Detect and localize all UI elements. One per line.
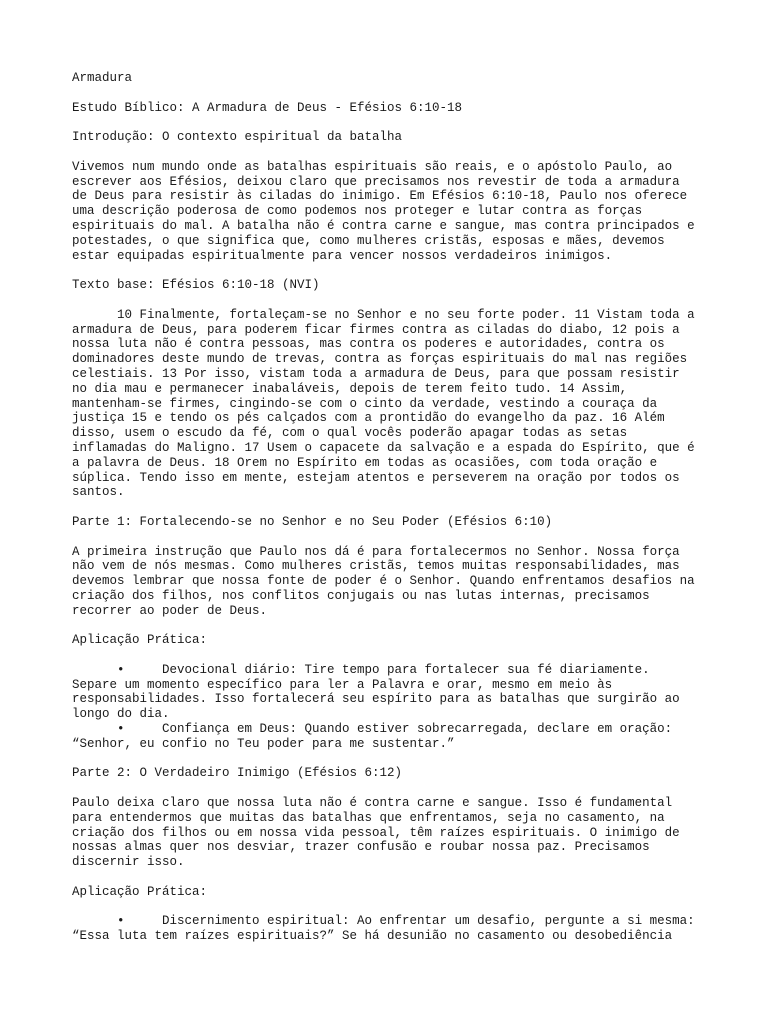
text-line: responsabilidades. Isso fortalecerá seu espírito para as batalhas que surgirão ao [72, 692, 680, 707]
text-line: A primeira instrução que Paulo nos dá é para fortalecermos no Senhor. Nossa força [72, 544, 680, 559]
text-line: Separe um momento específico para ler a Palavra e orar, mesmo em meio às [72, 677, 613, 692]
text-line: nossas almas quer nos desviar, trazer confusão e roubar nossa paz. Precisamos [72, 840, 650, 855]
text-line: não vem de nós mesmas. Como mulheres cristãs, temos muitas responsabilidades, mas [72, 559, 680, 574]
text-line: devemos lembrar que nossa fonte de poder é o Senhor. Quando enfrentamos desafios na [72, 574, 695, 589]
text-line: no dia mau e permanecer inabaláveis, depois de terem feito tudo. 14 Assim, [72, 381, 628, 396]
text-line: “Essa luta tem raízes espirituais?” Se há desunião no casamento ou desobediência [72, 929, 673, 944]
text-line: estar equipadas espiritualmente para vencer nossos verdadeiros inimigos. [72, 248, 613, 263]
text-line: para entendermos que muitas das batalhas que enfrentamos, seja no casamento, na [72, 810, 665, 825]
text-line: dominadores deste mundo de trevas, contra as forças espirituais do mal nas regiões [72, 352, 688, 367]
text-line: 10 Finalmente, fortaleçam-se no Senhor e no seu forte poder. 11 Vistam toda a [72, 307, 695, 322]
base-text-heading: Texto base: Efésios 6:10-18 (NVI) [72, 278, 320, 293]
text-line: Vivemos num mundo onde as batalhas espirituais são reais, e o apóstolo Paulo, ao [72, 159, 673, 174]
text-line: potestades, o que significa que, como mulheres cristãs, esposas e mães, devemos [72, 233, 665, 248]
text-line: • Discernimento espiritual: Ao enfrentar um desafio, pergunte a si mesma: [72, 914, 695, 929]
part2-paragraph [72, 796, 702, 870]
text-line: criação dos filhos, nos conflitos conjugais ou nas lutas internas, precisamos [72, 588, 650, 603]
text-line: • Devocional diário: Tire tempo para fortalecer sua fé diariamente. [72, 662, 650, 677]
text-line: criação dos filhos ou em nossa vida pessoal, têm raízes espirituais. O inimigo de [72, 825, 680, 840]
text-line: justiça 15 e tendo os pés calçados com a prontidão do evangelho da paz. 16 Além [72, 411, 665, 426]
text-line: armadura de Deus, para poderem ficar firmes contra as ciladas do diabo, 12 pois a [72, 322, 680, 337]
text-line: de Deus para resistir às ciladas do inimigo. Em Efésios 6:10-18, Paulo nos oferece [72, 189, 688, 204]
practical-application-heading-2: Aplicação Prática: [72, 884, 208, 899]
practical-application-list-2 [72, 914, 702, 944]
text-line: Paulo deixa claro que nossa luta não é contra carne e sangue. Isso é fundamental [72, 796, 673, 811]
text-line: a palavra de Deus. 18 Orem no Espírito em todas as ocasiões, com toda oração e [72, 455, 658, 470]
text-line: inflamadas do Maligno. 17 Usem o capacete da salvação e a espada do Espírito, que é [72, 440, 695, 455]
text-line: celestiais. 13 Por isso, vistam toda a armadura de Deus, para que possam resistir [72, 366, 680, 381]
document-title: Armadura [72, 71, 133, 85]
part1-heading: Parte 1: Fortalecendo-se no Senhor e no Seu Poder (Efésios 6:10) [72, 514, 553, 529]
text-line: súplica. Tendo isso em mente, estejam atentos e perseverem na oração por todos os [72, 470, 680, 485]
text-line: escrever aos Efésios, deixou claro que precisamos nos revestir de toda a armadura [72, 174, 680, 189]
practical-application-heading-1: Aplicação Prática: [72, 633, 208, 648]
text-line: espirituais do mal. A batalha não é contra carne e sangue, mas contra principados e [72, 218, 695, 233]
text-line: nossa luta não é contra pessoas, mas contra os poderes e autoridades, contra os [72, 337, 665, 352]
intro-heading: Introdução: O contexto espiritual da batalha [72, 130, 403, 145]
text-line: discernir isso. [72, 855, 185, 870]
part2-heading: Parte 2: O Verdadeiro Inimigo (Efésios 6:12) [72, 766, 403, 781]
practical-application-list-1 [72, 663, 702, 752]
intro-paragraph [72, 160, 702, 264]
text-line: “Senhor, eu confio no Teu poder para me sustentar.” [72, 736, 455, 751]
study-title: Estudo Bíblico: A Armadura de Deus - Efésios 6:10-18 [72, 100, 463, 115]
text-line: santos. [72, 485, 125, 500]
text-line: longo do dia. [72, 707, 170, 722]
text-line: recorrer ao poder de Deus. [72, 603, 268, 618]
scripture-passage [72, 308, 702, 500]
text-line: uma descrição poderosa de como podemos nos proteger e lutar contra as forças [72, 204, 643, 219]
text-line: • Confiança em Deus: Quando estiver sobrecarregada, declare em oração: [72, 722, 673, 737]
part1-paragraph [72, 545, 702, 619]
document-page [72, 71, 702, 944]
text-line: mantenham-se firmes, cingindo-se com o cinto da verdade, vestindo a couraça da [72, 396, 658, 411]
text-line: disso, usem o escudo da fé, com o qual vocês poderão apagar todas as setas [72, 426, 628, 441]
